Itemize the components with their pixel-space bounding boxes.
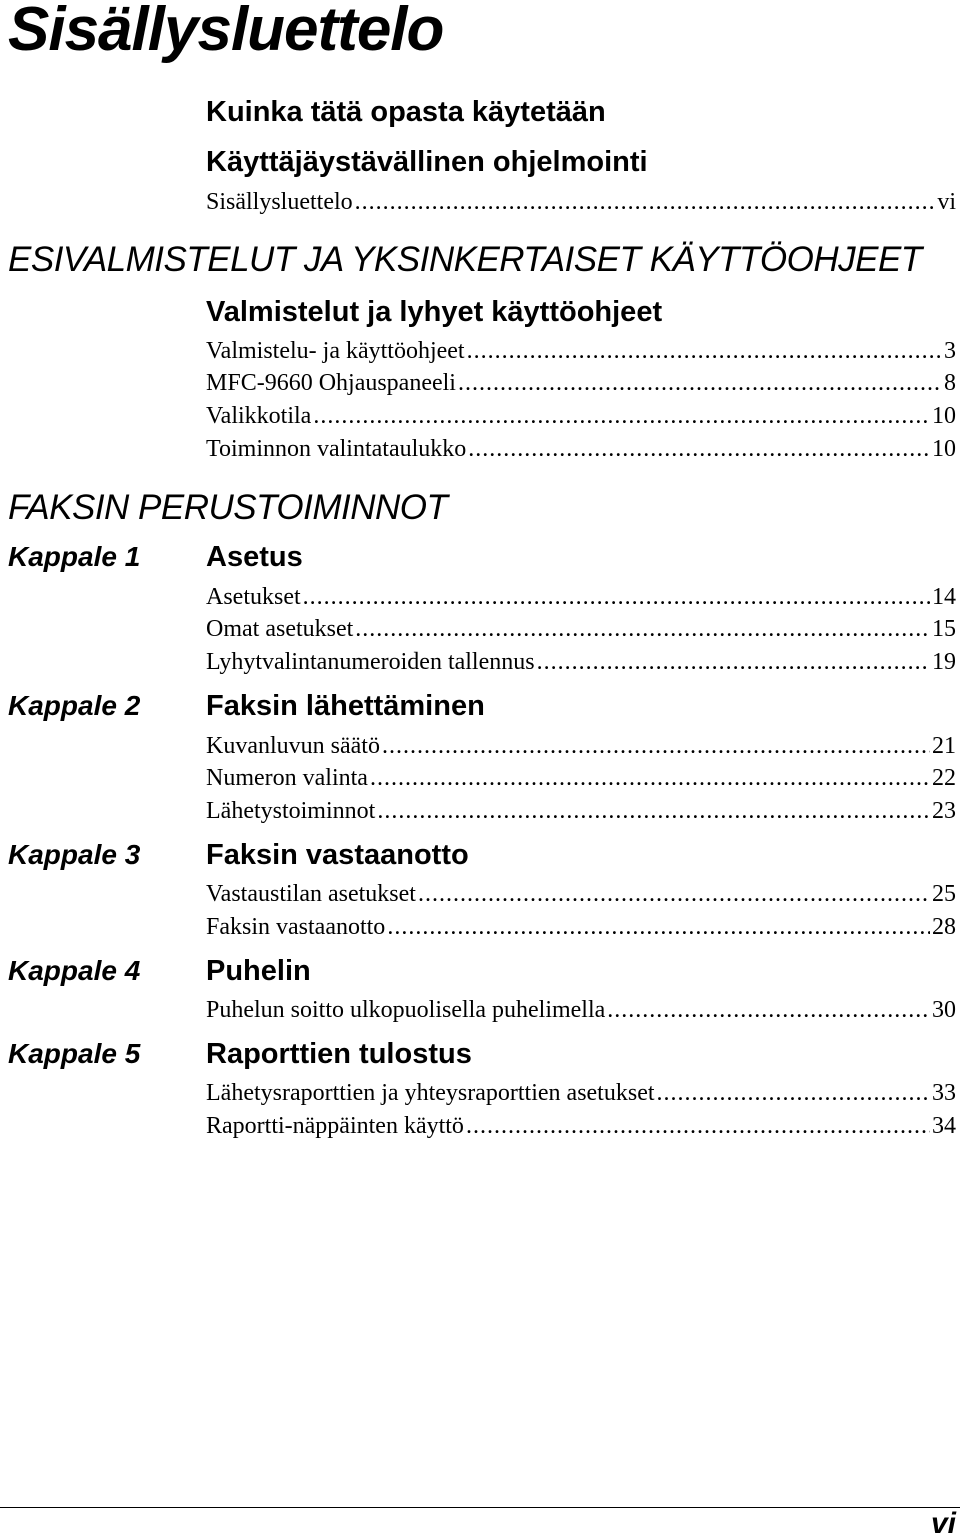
toc-leader-dots [468,434,930,464]
toc-entry-page: 8 [944,370,956,396]
chapter-label: Kappale 2 [8,690,141,721]
toc-entry-text: Omat asetukset [206,616,354,642]
toc-leader-dots [387,912,930,942]
toc-entry-page: 25 [932,881,956,907]
toc-entry[interactable] [206,912,956,942]
toc-entry[interactable] [206,401,956,431]
chapter-heading: Faksin lähettäminen [206,690,485,722]
chapter-label: Kappale 4 [8,955,141,986]
chapter-label: Kappale 1 [8,541,141,572]
toc-entry[interactable] [206,368,956,398]
intro-heading-usage: Kuinka tätä opasta käytetään [206,96,606,128]
toc-entry-text: Raportti-näppäinten käyttö [206,1113,464,1139]
toc-entry[interactable] [206,336,956,366]
page-title: Sisällysluettelo [8,0,444,64]
section-heading: Valmistelut ja lyhyet käyttöohjeet [206,296,663,328]
part-title: FAKSIN PERUSTOIMINNOT [8,488,448,527]
toc-leader-dots [607,995,930,1025]
toc-entry-text: Lyhytvalintanumeroiden tallennus [206,649,535,675]
toc-leader-dots [466,1111,930,1141]
toc-leader-dots [382,731,930,761]
chapter-label: Kappale 5 [8,1038,141,1069]
toc-entry-text: Valmistelu- ja käyttöohjeet [206,338,465,364]
toc-entry-text: MFC-9660 Ohjauspaneeli [206,370,456,396]
toc-entry[interactable] [206,1111,956,1141]
chapter-heading: Faksin vastaanotto [206,839,469,871]
toc-leader-dots [370,763,930,793]
toc-entry-text: Sisällysluettelo [206,189,353,215]
toc-entry-page: 10 [932,403,956,429]
toc-entry-page: 19 [932,649,956,675]
toc-entry-text: Puhelun soitto ulkopuolisella puhelimella [206,997,606,1023]
toc-entry[interactable] [206,1078,956,1108]
toc-entry-text: Vastaustilan asetukset [206,881,416,907]
page-number: vi [930,1507,956,1540]
part-title: ESIVALMISTELUT JA YKSINKERTAISET KÄYTTÖOHJEET [8,240,922,279]
toc-entry-page: 23 [932,798,956,824]
toc-leader-dots [377,796,930,826]
toc-entry-page: 28 [932,914,956,940]
chapter-heading: Asetus [206,541,303,573]
toc-entry-page: 15 [932,616,956,642]
toc-leader-dots [303,582,930,612]
intro-heading-programming: Käyttäjäystävällinen ohjelmointi [206,146,648,178]
toc-entry[interactable] [206,434,956,464]
chapter-label: Kappale 3 [8,839,141,870]
toc-entry[interactable] [206,796,956,826]
toc-entry-text: Toiminnon valintataulukko [206,436,467,462]
toc-entry-page: vi [937,189,956,215]
toc-leader-dots [467,336,942,366]
toc-entry-page: 30 [932,997,956,1023]
toc-entry-text: Kuvanluvun säätö [206,733,380,759]
toc-leader-dots [458,368,942,398]
footer-rule [0,1507,960,1508]
toc-entry-text: Valikkotila [206,403,312,429]
toc-entry[interactable] [206,582,956,612]
toc-leader-dots [657,1078,930,1108]
toc-entry-page: 21 [932,733,956,759]
toc-entry[interactable] [206,879,956,909]
toc-entry-page: 3 [944,338,956,364]
toc-entry[interactable] [206,187,956,217]
toc-entry[interactable] [206,763,956,793]
toc-leader-dots [313,401,930,431]
chapter-heading: Puhelin [206,955,311,987]
toc-entry-text: Lähetysraporttien ja yhteysraporttien asetukset [206,1080,655,1106]
toc-entry[interactable] [206,995,956,1025]
toc-leader-dots [537,647,930,677]
toc-entry-page: 34 [932,1113,956,1139]
toc-entry-text: Lähetystoiminnot [206,798,376,824]
toc-entry-page: 10 [932,436,956,462]
toc-entry[interactable] [206,647,956,677]
chapter-heading: Raporttien tulostus [206,1038,472,1070]
toc-entry[interactable] [206,731,956,761]
toc-entry-page: 33 [932,1080,956,1106]
toc-entry-text: Numeron valinta [206,765,368,791]
toc-entry-page: 22 [932,765,956,791]
toc-entry-page: 14 [932,584,956,610]
toc-leader-dots [355,614,930,644]
toc-leader-dots [355,187,936,217]
toc-entry-text: Faksin vastaanotto [206,914,386,940]
toc-entry-text: Asetukset [206,584,301,610]
toc-leader-dots [418,879,930,909]
toc-entry[interactable] [206,614,956,644]
